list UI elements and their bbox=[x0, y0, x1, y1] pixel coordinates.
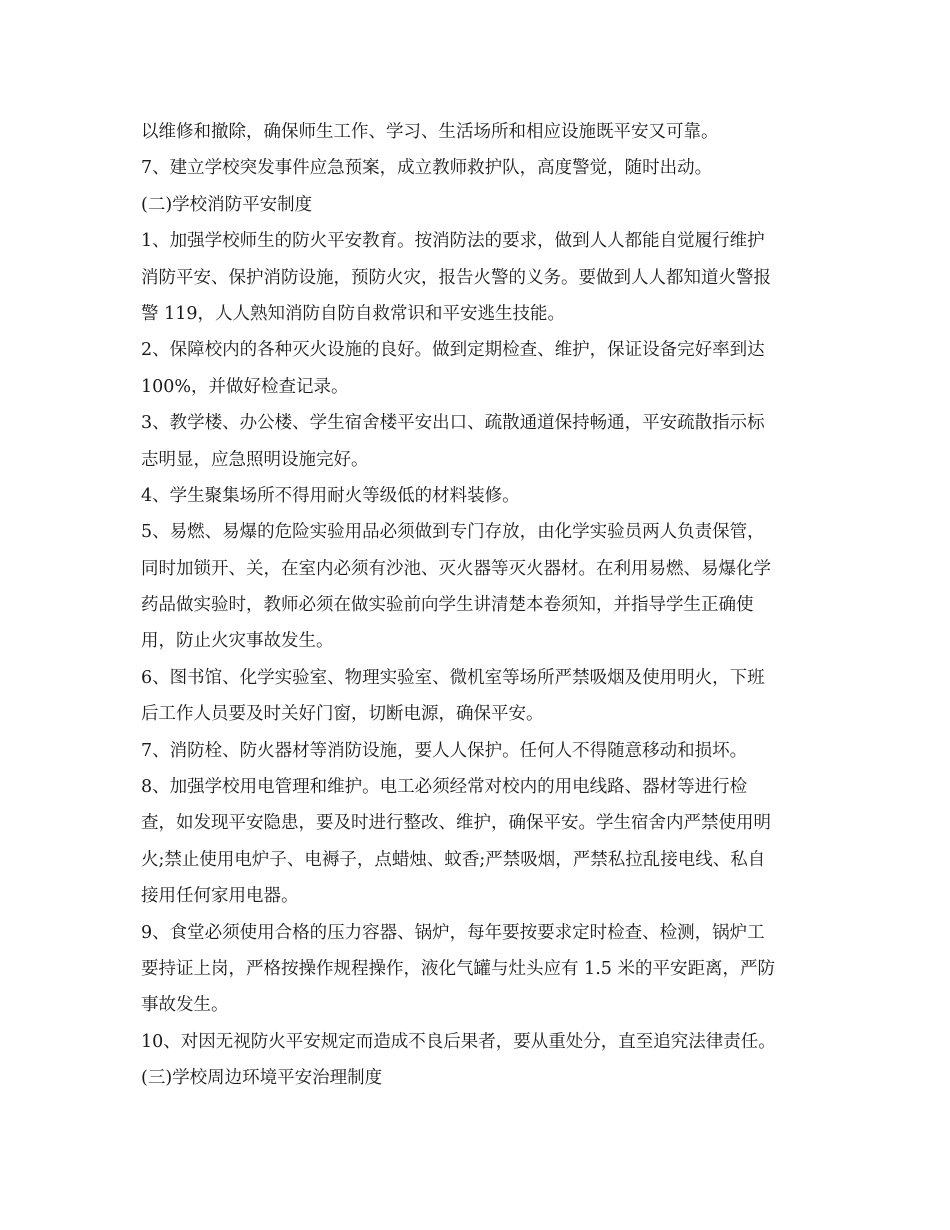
text-line: 事故发生。 bbox=[141, 995, 229, 1016]
text-line: 药品做实验时，教师必须在做实验前向学生讲清楚本卷须知，并指导学生正确使 bbox=[141, 595, 754, 616]
text-line: 接用任何家用电器。 bbox=[141, 886, 299, 907]
text-line: 警 119，人人熟知消防自防自救常识和平安逃生技能。 bbox=[141, 303, 565, 324]
text-line: 7、消防栓、防火器材等消防设施，要人人保护。任何人不得随意移动和损坏。 bbox=[141, 740, 748, 761]
text-line: 2、保障校内的各种灭火设施的良好。做到定期检查、维护，保证设备完好率到达 bbox=[141, 340, 765, 361]
text-line: 要持证上岗，严格按操作规程操作，液化气罐与灶头应有 1.5 米的平安距离，严防 bbox=[141, 958, 775, 979]
text-line: 消防平安、保护消防设施，预防火灾，报告火警的义务。要做到人人都知道火警报 bbox=[141, 267, 771, 288]
text-line: 后工作人员要及时关好门窗，切断电源，确保平安。 bbox=[141, 704, 544, 725]
document-body bbox=[141, 114, 821, 1097]
text-line: 4、学生聚集场所不得用耐火等级低的材料装修。 bbox=[141, 485, 520, 506]
text-line: 火;禁止使用电炉子、电褥子，点蜡烛、蚊香;严禁吸烟，严禁私拉乱接电线、私自 bbox=[141, 849, 766, 870]
text-line: 同时加锁开、关，在室内必须有沙池、灭火器等灭火器材。在利用易燃、易爆化学 bbox=[141, 558, 771, 579]
text-line: 3、教学楼、办公楼、学生宿舍楼平安出口、疏散通道保持畅通，平安疏散指示标 bbox=[141, 413, 765, 434]
text-line: 志明显，应急照明设施完好。 bbox=[141, 449, 369, 470]
section-heading: (二)学校消防平安制度 bbox=[141, 194, 313, 215]
section-heading: (三)学校周边环境平安治理制度 bbox=[141, 1068, 383, 1089]
text-line: 用，防止火灾事故发生。 bbox=[141, 631, 334, 652]
text-line: 6、图书馆、化学实验室、物理实验室、微机室等场所严禁吸烟及使用明火，下班 bbox=[141, 667, 765, 688]
text-line: 7、建立学校突发事件应急预案，成立教师救护队，高度警觉，随时出动。 bbox=[141, 158, 713, 179]
text-line: 9、食堂必须使用合格的压力容器、锅炉，每年要按要求定时检查、检测，锅炉工 bbox=[141, 922, 765, 943]
text-line: 1、加强学校师生的防火平安教育。按消防法的要求，做到人人都能自觉履行维护 bbox=[141, 231, 765, 252]
text-line: 10、对因无视防火平安规定而造成不良后果者，要从重处分，直至追究法律责任。 bbox=[141, 1031, 776, 1052]
text-line: 100%，并做好检查记录。 bbox=[141, 376, 349, 397]
text-line: 8、加强学校用电管理和维护。电工必须经常对校内的用电线路、器材等进行检 bbox=[141, 777, 748, 798]
text-line: 查，如发现平安隐患，要及时进行整改、维护，确保平安。学生宿舍内严禁使用明 bbox=[141, 813, 771, 834]
text-line: 5、易燃、易爆的危险实验用品必须做到专门存放，由化学实验员两人负责保管， bbox=[141, 522, 765, 543]
text-line: 以维修和撤除，确保师生工作、学习、生活场所和相应设施既平安又可靠。 bbox=[141, 122, 719, 142]
